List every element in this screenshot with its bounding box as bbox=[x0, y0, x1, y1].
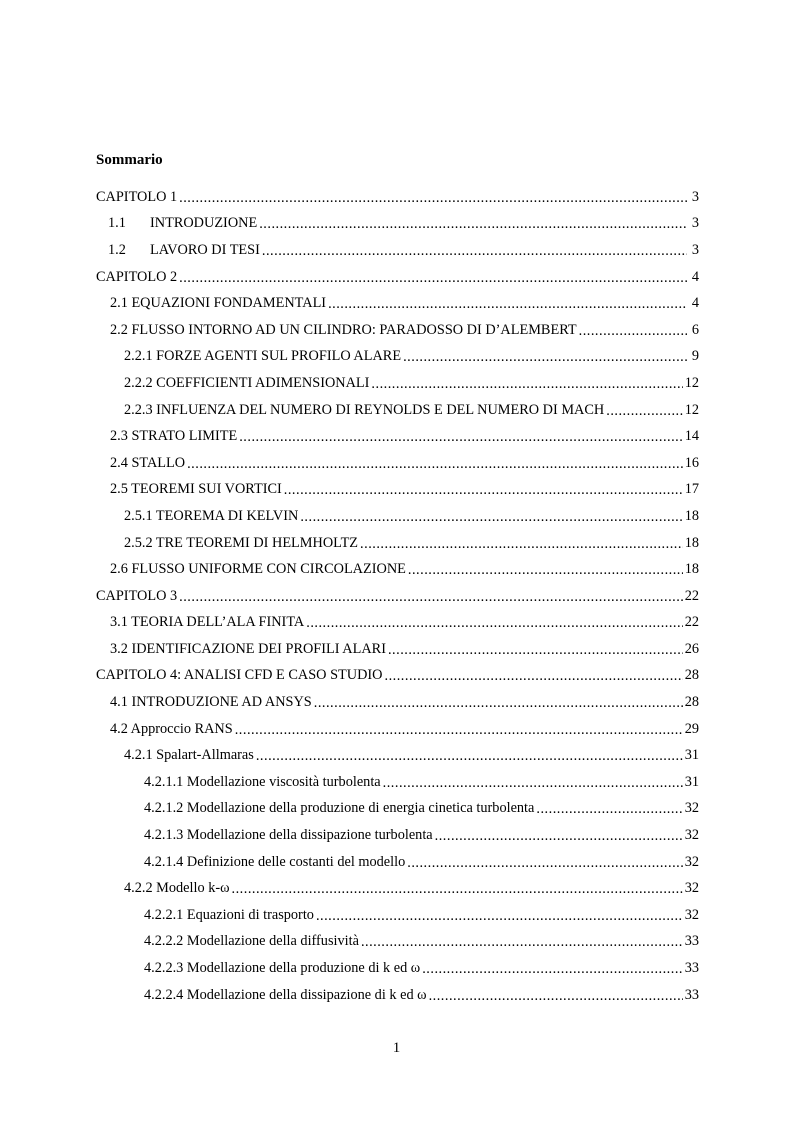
toc-dot-leader bbox=[179, 270, 687, 287]
toc-entry-title: 2.6 FLUSSO UNIFORME CON CIRCOLAZIONE bbox=[110, 561, 406, 578]
toc-dot-leader bbox=[429, 988, 683, 1005]
toc-entry-page: 32 bbox=[684, 827, 699, 844]
toc-entry-title: 2.3 STRATO LIMITE bbox=[110, 428, 238, 445]
toc-dot-leader bbox=[407, 855, 682, 872]
toc-entry-page: 31 bbox=[684, 773, 699, 790]
toc-entry[interactable] bbox=[96, 716, 699, 743]
toc-entry-page: 3 bbox=[691, 241, 699, 258]
toc-entry-title: 4.2.2.1 Equazioni di trasporto bbox=[144, 906, 314, 923]
toc-entry[interactable] bbox=[96, 237, 699, 264]
toc-entry-page: 32 bbox=[684, 853, 699, 870]
toc-entry[interactable] bbox=[96, 822, 699, 849]
toc-entry-title: 4.2.1.3 Modellazione della dissipazione turbolenta bbox=[144, 827, 433, 844]
toc-entry-page: 3 bbox=[691, 188, 699, 205]
toc-entry[interactable] bbox=[96, 184, 699, 211]
toc-dot-leader bbox=[371, 376, 682, 393]
toc-entry-title: 2.4 STALLO bbox=[110, 454, 186, 471]
toc-dot-leader bbox=[361, 934, 683, 951]
toc-entry-page: 28 bbox=[684, 667, 699, 684]
toc-entry[interactable] bbox=[96, 742, 699, 769]
toc-entry-title: 2.5.2 TRE TEOREMI DI HELMHOLTZ bbox=[124, 534, 359, 551]
toc-entry-title: 4.2.1.4 Definizione delle costanti del modello bbox=[144, 853, 406, 870]
toc-entry-title: 3.2 IDENTIFICAZIONE DEI PROFILI ALARI bbox=[110, 640, 386, 657]
toc-entry[interactable] bbox=[96, 556, 699, 583]
page-number: 1 bbox=[392, 1040, 401, 1056]
toc-dot-leader bbox=[179, 589, 683, 606]
toc-entry-title: CAPITOLO 4: ANALISI CFD E CASO STUDIO bbox=[96, 667, 383, 684]
toc-dot-leader bbox=[284, 482, 683, 499]
toc-entry-title: 2.5.1 TEOREMA DI KELVIN bbox=[124, 507, 299, 524]
toc-entry-page: 31 bbox=[684, 747, 699, 764]
toc-entry[interactable] bbox=[96, 450, 699, 477]
toc-entry-page: 18 bbox=[684, 507, 699, 524]
toc-entry-page: 33 bbox=[684, 960, 699, 977]
toc-entry-page: 32 bbox=[684, 800, 699, 817]
toc-entry-number: 1.1 bbox=[108, 215, 126, 232]
toc-entry-page: 16 bbox=[684, 454, 699, 471]
toc-entry-page: 9 bbox=[691, 348, 699, 365]
toc-dot-leader bbox=[300, 509, 682, 526]
toc-entry[interactable] bbox=[96, 610, 699, 637]
toc-dot-leader bbox=[187, 456, 683, 473]
toc-entry[interactable] bbox=[96, 689, 699, 716]
toc-entry[interactable] bbox=[96, 902, 699, 929]
toc-entry-title: 4.2 Approccio RANS bbox=[110, 720, 233, 737]
toc-entry-title: 4.2.1.1 Modellazione viscosità turbolenta bbox=[144, 773, 381, 790]
toc-entry-title: 4.2.1.2 Modellazione della produzione di energia cinetica turbolenta bbox=[144, 800, 535, 817]
toc-entry-page: 22 bbox=[684, 587, 699, 604]
toc-entry[interactable] bbox=[96, 849, 699, 876]
toc-dot-leader bbox=[306, 615, 682, 632]
toc-entry-title: INTRODUZIONE bbox=[150, 215, 258, 232]
toc-entry-title: 4.2.2.2 Modellazione della diffusività bbox=[144, 933, 359, 950]
toc-dot-leader bbox=[314, 695, 683, 712]
toc-entry[interactable] bbox=[96, 211, 699, 238]
toc-entry-page: 33 bbox=[684, 986, 699, 1003]
toc-entry-title: 4.2.2.3 Modellazione della produzione di k ed ω bbox=[144, 960, 421, 977]
toc-entry[interactable] bbox=[96, 929, 699, 956]
toc-entry-title: LAVORO DI TESI bbox=[150, 241, 260, 258]
toc-entry-title: CAPITOLO 2 bbox=[96, 268, 178, 285]
toc-dot-leader bbox=[579, 323, 687, 340]
toc-entry-page: 32 bbox=[684, 880, 699, 897]
toc-entry[interactable] bbox=[96, 264, 699, 291]
toc-dot-leader bbox=[262, 243, 687, 260]
toc-entry-number: 1.2 bbox=[108, 241, 126, 258]
toc-entry[interactable] bbox=[96, 317, 699, 344]
toc-dot-leader bbox=[235, 722, 683, 739]
toc-entry[interactable] bbox=[96, 530, 699, 557]
toc-entry-page: 33 bbox=[684, 933, 699, 950]
toc-entry[interactable] bbox=[96, 663, 699, 690]
toc-entry-title: CAPITOLO 3 bbox=[96, 587, 178, 604]
toc-entry[interactable] bbox=[96, 290, 699, 317]
toc-dot-leader bbox=[360, 536, 683, 553]
toc-entry-page: 12 bbox=[684, 374, 699, 391]
toc-entry-page: 14 bbox=[684, 428, 699, 445]
toc-entry[interactable] bbox=[96, 636, 699, 663]
toc-entry[interactable] bbox=[96, 344, 699, 371]
toc-dot-leader bbox=[232, 881, 683, 898]
toc-dot-leader bbox=[179, 190, 687, 207]
toc-entry[interactable] bbox=[96, 583, 699, 610]
toc-entry-title: 4.2.2 Modello k-ω bbox=[124, 880, 230, 897]
toc-entry[interactable] bbox=[96, 423, 699, 450]
toc-entry-page: 4 bbox=[691, 268, 699, 285]
toc-entry[interactable] bbox=[96, 503, 699, 530]
toc-entry-title: 2.2.1 FORZE AGENTI SUL PROFILO ALARE bbox=[124, 348, 402, 365]
toc-entry[interactable] bbox=[96, 397, 699, 424]
toc-entry-page: 28 bbox=[684, 694, 699, 711]
toc-entry-title: 4.1 INTRODUZIONE AD ANSYS bbox=[110, 694, 312, 711]
toc-dot-leader bbox=[422, 961, 682, 978]
toc-entry-title: 2.2 FLUSSO INTORNO AD UN CILINDRO: PARADOSSO DI D’ALEMBERT bbox=[110, 321, 577, 338]
toc-entry[interactable] bbox=[96, 796, 699, 823]
toc-entry[interactable] bbox=[96, 477, 699, 504]
toc-entry-page: 26 bbox=[684, 640, 699, 657]
toc-dot-leader bbox=[536, 801, 682, 818]
table-of-contents bbox=[96, 184, 699, 1008]
toc-entry-page: 22 bbox=[684, 614, 699, 631]
toc-entry-page: 4 bbox=[691, 295, 699, 312]
toc-entry[interactable] bbox=[96, 370, 699, 397]
toc-dot-leader bbox=[606, 403, 682, 420]
toc-entry[interactable] bbox=[96, 769, 699, 796]
toc-entry-page: 32 bbox=[684, 906, 699, 923]
toc-entry[interactable] bbox=[96, 982, 699, 1009]
toc-dot-leader bbox=[328, 296, 687, 313]
toc-dot-leader bbox=[256, 748, 683, 765]
toc-entry-page: 18 bbox=[684, 534, 699, 551]
toc-dot-leader bbox=[385, 668, 683, 685]
toc-dot-leader bbox=[388, 642, 683, 659]
page-title: Sommario bbox=[96, 152, 163, 168]
toc-entry-page: 6 bbox=[691, 321, 699, 338]
toc-entry-page: 29 bbox=[684, 720, 699, 737]
toc-entry-title: 4.2.1 Spalart-Allmaras bbox=[124, 747, 254, 764]
toc-entry-page: 17 bbox=[684, 481, 699, 498]
toc-entry-title: 3.1 TEORIA DELL’ALA FINITA bbox=[110, 614, 305, 631]
toc-dot-leader bbox=[259, 216, 687, 233]
toc-dot-leader bbox=[408, 562, 683, 579]
toc-dot-leader bbox=[403, 349, 687, 366]
toc-entry-title: 2.1 EQUAZIONI FONDAMENTALI bbox=[110, 295, 327, 312]
toc-entry-title: 2.2.3 INFLUENZA DEL NUMERO DI REYNOLDS E DEL NUMERO DI MACH bbox=[124, 401, 605, 418]
toc-dot-leader bbox=[316, 908, 683, 925]
toc-entry-title: CAPITOLO 1 bbox=[96, 188, 178, 205]
toc-dot-leader bbox=[239, 429, 682, 446]
toc-entry[interactable] bbox=[96, 875, 699, 902]
toc-entry[interactable] bbox=[96, 955, 699, 982]
toc-entry-page: 3 bbox=[691, 215, 699, 232]
toc-entry-page: 12 bbox=[684, 401, 699, 418]
toc-entry-title: 2.2.2 COEFFICIENTI ADIMENSIONALI bbox=[124, 374, 370, 391]
toc-dot-leader bbox=[383, 775, 683, 792]
toc-entry-title: 4.2.2.4 Modellazione della dissipazione di k ed ω bbox=[144, 986, 427, 1003]
toc-entry-title: 2.5 TEOREMI SUI VORTICI bbox=[110, 481, 282, 498]
toc-dot-leader bbox=[435, 828, 683, 845]
toc-entry-page: 18 bbox=[684, 561, 699, 578]
